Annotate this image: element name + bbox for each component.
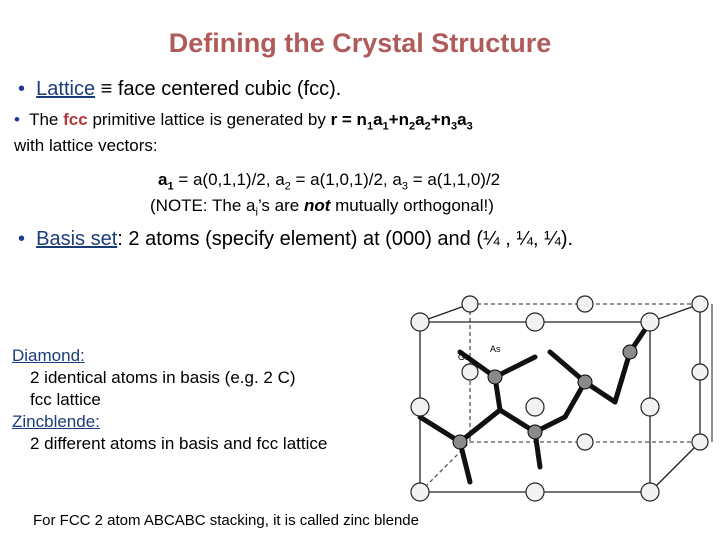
zincblende-structure-figure	[400, 292, 718, 510]
vec-a2: = a(1,0,1)/2, a	[295, 170, 402, 189]
zincblende-header: Zincblende:	[12, 412, 100, 431]
lattice-label: Lattice	[36, 78, 96, 100]
note-post: mutually orthogonal!)	[335, 196, 494, 215]
bullet-dot: •	[18, 228, 26, 250]
primitive-mid: primitive lattice is generated by	[92, 110, 326, 129]
bullet-dot: •	[14, 110, 20, 129]
diamond-line2: fcc lattice	[30, 390, 101, 409]
primitive-line	[14, 110, 714, 132]
basis-label: Basis set	[36, 228, 118, 250]
r-eq: r = n	[330, 110, 367, 129]
note-pre: (NOTE: The a	[150, 196, 256, 215]
note-not: not	[303, 196, 331, 215]
basis-text: : 2 atoms (specify element) at (000) and (¼ , ¼, ¼).	[117, 228, 574, 250]
primitive-fcc: fcc	[63, 110, 88, 129]
vec-a1: = a(0,1,1)/2, a	[178, 170, 285, 189]
note-sub: i	[255, 206, 258, 219]
r-equation: $r = n_1a_1+n_2a_2+n_3a_3$	[330, 110, 473, 133]
zincblende-line1: 2 different atoms in basis and fcc lattice	[30, 434, 328, 453]
bullet-dot: •	[18, 78, 26, 100]
footer-note: For FCC 2 atom ABCABC stacking, it is called zinc blende	[33, 512, 419, 529]
equiv-symbol: ≡	[100, 78, 113, 100]
basis-bullet	[18, 228, 573, 251]
vector-equation: $a_1 = a(0,1,1)/2$, $a_2 = a(1,0,1)/2$, $a_3 = a(1,1,0)/2$	[158, 170, 501, 193]
lattice-vectors-intro: with lattice vectors:	[14, 136, 158, 155]
note-mid: ’s are	[257, 196, 300, 215]
diamond-line1: 2 identical atoms in basis (e.g. 2 C)	[30, 368, 296, 387]
lattice-text: face centered cubic (fcc).	[117, 78, 342, 100]
diamond-header: Diamond:	[12, 346, 85, 365]
primitive-pre: The	[29, 110, 59, 129]
lattice-bullet	[18, 78, 341, 101]
as-label: As	[490, 344, 501, 354]
note-line	[150, 196, 494, 218]
ga-label: Ga	[458, 352, 471, 362]
diamond-block	[12, 345, 327, 455]
page-title: Defining the Crystal Structure	[168, 28, 552, 58]
vec-a3: = a(1,1,0)/2	[412, 170, 501, 189]
